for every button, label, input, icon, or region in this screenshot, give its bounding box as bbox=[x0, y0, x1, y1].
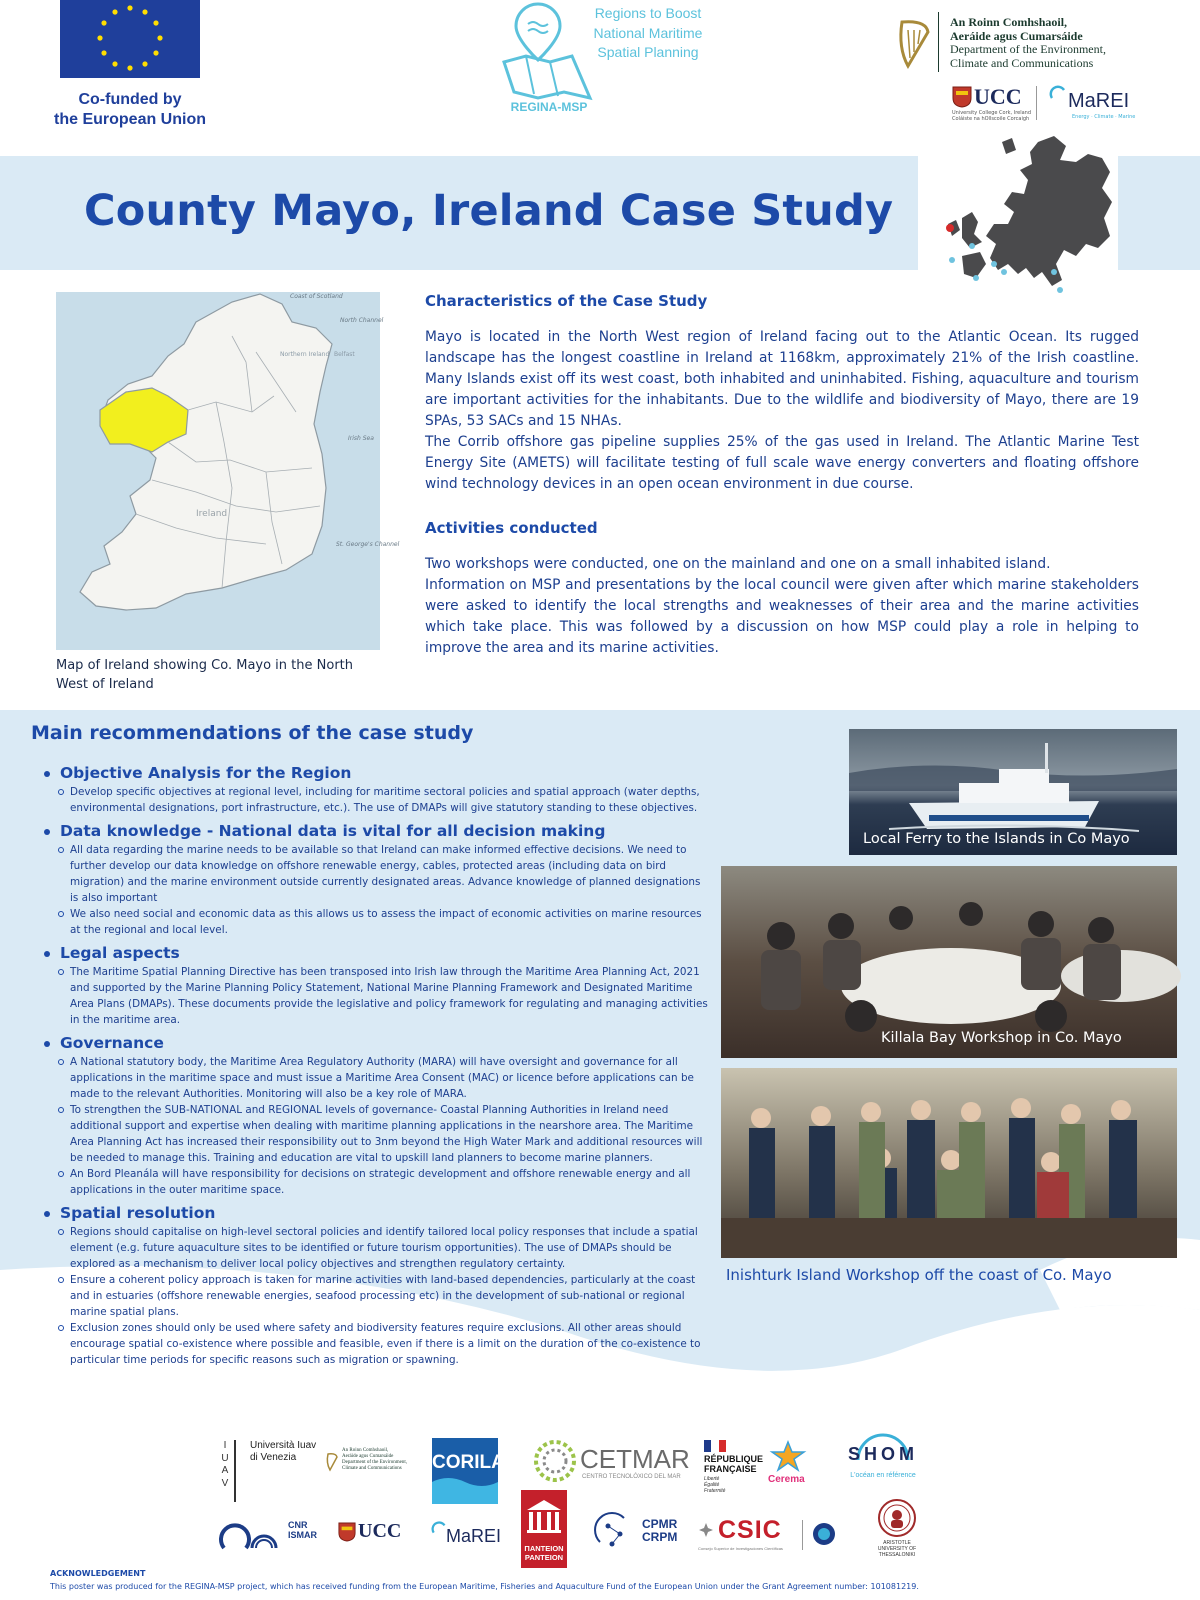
map-label-irish-sea: Irish Sea bbox=[348, 435, 374, 442]
recommendations-title: Main recommendations of the case study bbox=[31, 722, 474, 744]
partner-shom-logo bbox=[838, 1434, 928, 1490]
marei-logo: MaREI bbox=[1068, 90, 1130, 112]
cpmr-constellation-icon bbox=[594, 1512, 636, 1554]
regina-map-pin-icon bbox=[498, 0, 598, 100]
cerema-star-icon bbox=[770, 1440, 806, 1472]
dept-line-4: Climate and Communications bbox=[950, 55, 1094, 70]
partner-csic-logo bbox=[698, 1516, 848, 1556]
list-item: An Bord Pleanála will have responsibility for decisions on strategic development and offshore renewable energy and all applications in the outer maritime space. bbox=[70, 1166, 710, 1198]
list-item: To strengthen the SUB-NATIONAL and REGIONAL levels of governance- Coastal Planning Authorities in Ireland need additional support and expertise when dealing with maritime planning applications in the nearshore area. The Maritime Area Planning Act has increased their responsibility out to 3nm beyond the High Water Mark and additional resources will be needed to manage this. Training and education are vital to upskill land planners to become marine planners. bbox=[70, 1102, 710, 1166]
harp-icon bbox=[326, 1452, 338, 1472]
map-label-ireland: Ireland bbox=[196, 509, 228, 519]
partner-cpmr-logo bbox=[594, 1512, 684, 1556]
activities-paragraph-2: Information on MSP and presentations by the local council were given after which marine stakeholders were asked to identify the local strengths and weaknesses of their area and the marine activities which take place. This was followed by a discussion on how MSP could play a role in helping to improve the area and its marine activities. bbox=[425, 577, 1139, 656]
reco-spatial-resolution bbox=[44, 1202, 710, 1368]
regina-line-3: Spatial Planning bbox=[597, 44, 699, 60]
ucc-marei-logos bbox=[952, 84, 1152, 124]
aristotle-line-3: THESSALONIKI bbox=[878, 1552, 916, 1558]
reco-governance bbox=[44, 1032, 710, 1198]
french-flag-icon bbox=[704, 1440, 726, 1452]
cnr-line-2: ISMAR bbox=[288, 1530, 317, 1540]
map-label-scotland: Coast of Scotland bbox=[290, 293, 343, 300]
map-caption: Map of Ireland showing Co. Mayo in the North West of Ireland bbox=[56, 658, 353, 692]
ucc-logo: UCC bbox=[974, 84, 1022, 109]
inishturk-caption: Inishturk Island Workshop off the coast of Co. Mayo bbox=[726, 1266, 1112, 1284]
reco-heading: Objective Analysis for the Region bbox=[44, 762, 710, 784]
eu-cofunded-logo bbox=[44, 0, 216, 130]
regina-line-2: National Maritime bbox=[593, 24, 703, 41]
characteristics-paragraph-1: Mayo is located in the North West region of Ireland facing out to the Atlantic Ocean. Its rugged landscape has the longest coastline in Ireland at 1168km, approximately 21% of the Irish coastline. Many Islands exist off its west coast, both inhabited and uninhabited. Fishing, aquaculture and tourism are important activities for the inhabitants. Due to the wildlife and biodiversity of Mayo, there are 19 SPAs, 53 SACs and 15 NHAs. bbox=[425, 329, 1139, 429]
ucc-name: UCC bbox=[358, 1520, 402, 1542]
dept-line-1: An Roinn Comhshaoil, bbox=[950, 15, 1068, 29]
harp-icon bbox=[896, 18, 932, 70]
marei-name: MaREI bbox=[446, 1526, 502, 1546]
cetmar-subtitle: CENTRO TECNOLÓXICO DEL MAR bbox=[582, 1474, 681, 1480]
partner-ucc-logo bbox=[338, 1520, 418, 1560]
map-label-st-georges: St. George's Channel bbox=[336, 541, 400, 548]
list-item: Regions should capitalise on high-level sectoral policies and identify tailored local policy responses that include a spatial element (e.g. future aquaculture sites to be identified or future tourism opportunities). The use of DMAPs should be explored as a mechanism to deliver local policy objectives and strengthen regulatory certainty. bbox=[70, 1224, 710, 1272]
reco-heading: Data knowledge - National data is vital for all decision making bbox=[44, 820, 710, 842]
csic-emblem-icon bbox=[698, 1522, 714, 1538]
aristotle-seal-icon bbox=[877, 1498, 917, 1538]
csic-circle-icon bbox=[812, 1522, 836, 1546]
panteion-line-2: PANTEION bbox=[524, 1553, 564, 1562]
ireland-map-svg bbox=[56, 292, 400, 650]
partner-iuav-logo: I U A V Università Iuav di Venezia bbox=[220, 1440, 320, 1510]
republique-line-2: FRANÇAISE bbox=[704, 1464, 757, 1474]
marei-swirl-icon bbox=[1048, 84, 1070, 104]
marei-subtitle: Energy · Climate · Marine bbox=[1072, 114, 1136, 120]
csic-subtitle: Consejo Superior de Investigaciones Científicas bbox=[698, 1546, 783, 1551]
characteristics-heading: Characteristics of the Case Study bbox=[425, 292, 708, 310]
partner-republique-cerema-logo: RÉPUBLIQUE FRANÇAISE Liberté Égalité Fraternité Cerema bbox=[704, 1440, 814, 1500]
partner-cnr-ismar-logo bbox=[220, 1516, 324, 1556]
partner-aristotle-logo bbox=[872, 1498, 922, 1564]
ireland-map-image bbox=[56, 292, 400, 650]
cetmar-globe-icon bbox=[534, 1440, 576, 1482]
shom-subtitle: L'océan en référence bbox=[850, 1472, 916, 1479]
list-item: A National statutory body, the Maritime Area Regulatory Authority (MARA) will have oversight and governance for all applications in the maritime space and must issue a Maritime Area Consent (MAC) or licence before applications can be made to the relevant Authorities. Monitoring will also be a key role of MARA. bbox=[70, 1054, 710, 1102]
dept-small-line-2: Aeráide agus Cumarsáide bbox=[342, 1454, 394, 1459]
iuav-line-1: Università Iuav bbox=[250, 1440, 317, 1451]
reco-heading: Governance bbox=[44, 1032, 710, 1054]
cnr-line-1: CNR bbox=[288, 1520, 308, 1530]
ucc-crest-icon bbox=[338, 1522, 356, 1542]
list-item: We also need social and economic data as this allows us to assess the impact of economic activities on marine resources at the regional and local level. bbox=[70, 906, 710, 938]
cetmar-name: CETMAR bbox=[580, 1444, 690, 1474]
partner-corila-logo bbox=[432, 1438, 505, 1504]
reco-heading: Spatial resolution bbox=[44, 1202, 710, 1224]
map-label-belfast: Belfast bbox=[334, 351, 355, 358]
dept-small-line-4: Climate and Communications bbox=[342, 1466, 402, 1471]
partner-marei-logo bbox=[430, 1520, 510, 1560]
page-title: County Mayo, Ireland Case Study bbox=[84, 186, 894, 236]
dept-line-3: Department of the Environment, bbox=[950, 42, 1106, 56]
list-item: The Maritime Spatial Planning Directive has been transposed into Irish law through the Maritime Area Planning Act, 2021 and supported by the Marine Planning Policy Statement, National Marine Planning Framework and Designated Maritime Area Plans (DMAPs). These documents provide the legislative and policy framework for regulating and managing activities in the maritime area. bbox=[70, 964, 710, 1028]
list-item: All data regarding the marine needs to be available so that Ireland can make informed effective decisions. We need to further develop our data knowledge on offshore renewable energy, cables, protected areas (including data on bird migration) and the marine environment outside currently designated areas. Advance knowledge of planned designations is also important bbox=[70, 842, 710, 906]
list-item: Ensure a coherent policy approach is taken for marine activities with land-based dependencies, particularly at the coast and in estuaries (offshore renewable energies, seafood processing etc) in the development of sub-national or regional marine spatial plans. bbox=[70, 1272, 710, 1320]
partner-dept-logo bbox=[326, 1448, 426, 1482]
reco-objective-analysis bbox=[44, 762, 710, 816]
cpmr-line-1: CPMR bbox=[642, 1517, 678, 1531]
inishturk-workshop-photo bbox=[721, 1068, 1177, 1258]
cerema-name: Cerema bbox=[768, 1474, 805, 1485]
corila-name: CORILA bbox=[432, 1452, 505, 1473]
map-label-northern-ireland: Northern Ireland bbox=[280, 351, 330, 358]
recommendations-list bbox=[44, 762, 710, 1372]
activities-heading: Activities conducted bbox=[425, 519, 598, 537]
list-item: Exclusion zones should only be used where safety and biodiversity features require exclusions. All other areas should encourage spatial co-existence where possible and feasible, even if there is a limit on the duration of the co-existence to particular time periods for specific reasons such as migration or spawning. bbox=[70, 1320, 710, 1368]
eu-flag-icon bbox=[60, 0, 200, 78]
dept-small-line-1: An Roinn Comhshaoil, bbox=[342, 1448, 389, 1453]
panteion-temple-icon bbox=[521, 1496, 567, 1536]
killala-caption: Killala Bay Workshop in Co. Mayo bbox=[881, 1030, 1122, 1046]
dept-environment-logo bbox=[896, 12, 1176, 72]
acknowledgement-title: ACKNOWLEDGEMENT bbox=[50, 1569, 146, 1578]
regina-msp-logo bbox=[494, 0, 714, 120]
panteion-line-1: ΠΑΝΤΕΙΟΝ bbox=[524, 1544, 564, 1553]
aristotle-line-1: ARISTOTLE bbox=[883, 1540, 911, 1546]
map-label-north-channel: North Channel bbox=[340, 317, 384, 324]
acknowledgement-text: This poster was produced for the REGINA-MSP project, which has received funding from the European Maritime, Fisheries and Aquaculture Fund of the European Union under the Grant Agreement number: 101081219. bbox=[50, 1582, 919, 1591]
reco-data-knowledge bbox=[44, 820, 710, 938]
dept-small-line-3: Department of the Environment, bbox=[342, 1460, 407, 1465]
republique-line-1: RÉPUBLIQUE bbox=[704, 1454, 764, 1464]
partner-panteion-logo bbox=[521, 1490, 567, 1568]
ucc-crest-icon bbox=[952, 86, 972, 108]
activities-paragraph-1: Two workshops were conducted, one on the mainland and one on a small inhabited island. bbox=[425, 556, 1051, 572]
csic-name: CSIC bbox=[718, 1516, 782, 1544]
iuav-line-2: di Venezia bbox=[250, 1452, 297, 1463]
cpmr-line-2: CRPM bbox=[642, 1530, 678, 1544]
cnr-icon bbox=[220, 1518, 282, 1552]
dept-line-2: Aeráide agus Cumarsáide bbox=[950, 28, 1083, 43]
inishturk-group-illustration bbox=[721, 1068, 1177, 1258]
shom-name: SHOM bbox=[848, 1444, 918, 1464]
ferry-caption: Local Ferry to the Islands in Co Mayo bbox=[863, 831, 1130, 847]
aristotle-line-2: UNIVERSITY OF bbox=[877, 1546, 917, 1552]
eu-caption-line-1: Co-funded by bbox=[78, 91, 182, 108]
killala-workshop-photo bbox=[721, 866, 1177, 1058]
characteristics-paragraph-2: The Corrib offshore gas pipeline supplies 25% of the gas used in Ireland. The Atlantic Marine Test Energy Site (AMETS) will facilitate testing of full scale wave energy converters and floating offshore wind technology devices in an open ocean environment in due course. bbox=[425, 434, 1139, 492]
europe-map-icon bbox=[942, 132, 1122, 304]
regina-line-1: Regions to Boost bbox=[594, 5, 702, 21]
ferry-photo bbox=[849, 729, 1177, 855]
list-item: Develop specific objectives at regional level, including for maritime sectoral policies and spatial approach (water depths, environmental designations, port infrastructure, etc.). The use of DMAPs will give statutory standing to these objectives. bbox=[70, 784, 710, 816]
eu-caption-line-2: the European Union bbox=[54, 111, 206, 128]
partner-cetmar-logo bbox=[534, 1440, 690, 1490]
ucc-subtitle: University College Cork, Ireland Coláiste na hOllscoile Corcaigh bbox=[952, 110, 1032, 122]
reco-heading: Legal aspects bbox=[44, 942, 710, 964]
reco-legal-aspects bbox=[44, 942, 710, 1028]
regina-name: REGINA-MSP bbox=[510, 100, 588, 114]
